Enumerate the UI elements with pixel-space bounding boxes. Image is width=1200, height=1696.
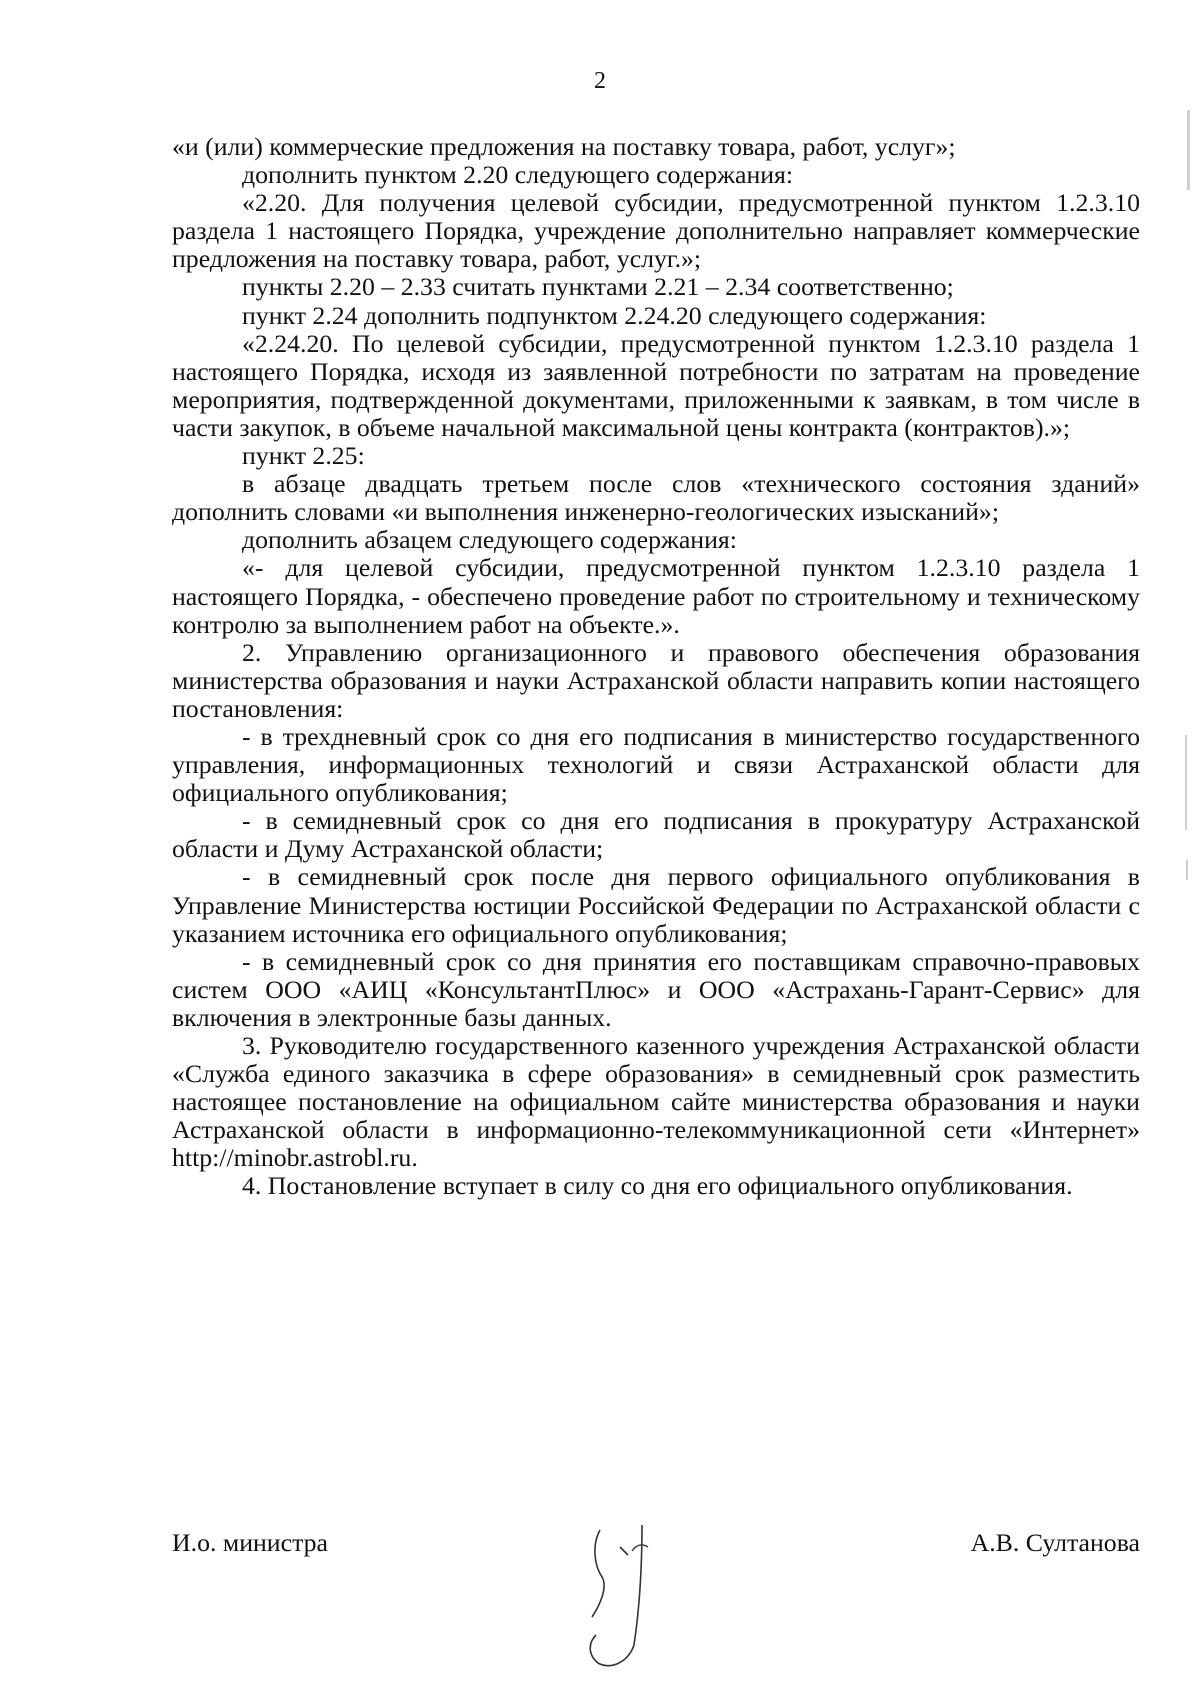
signer-position: И.о. министра: [172, 1528, 329, 1557]
paragraph: дополнить абзацем следующего содержания:: [242, 525, 737, 555]
paragraph: «2.20. Для получения целевой субсидии, предусмотренной пунктом 1.2.3.10 раздела 1 настоящего Порядка, учреждение дополнительно направляет коммерческие предложения на поставку товара, работ, услуг.»;: [172, 188, 1140, 274]
paragraph: в абзаце двадцать третьем после слов «технического состояния зданий» дополнить словами «и выполнения инженерно-геологических изысканий»;: [172, 469, 1140, 527]
paragraph: - в семидневный срок после дня первого официального опубликования в Управление Министерства юстиции Российской Федерации по Астраханской области с указанием источника его официального опубликования;: [172, 862, 1140, 948]
paragraph: 4. Постановление вступает в силу со дня его официального опубликования.: [242, 1171, 1073, 1201]
paragraph: «и (или) коммерческие предложения на поставку товара, работ, услуг»;: [172, 132, 956, 161]
paragraph: пункты 2.20 – 2.33 считать пунктами 2.21 – 2.34 соответственно;: [242, 272, 954, 302]
document-body: [172, 133, 1140, 1201]
paragraph: - в семидневный срок со дня его подписания в прокуратуру Астраханской области и Думу Астраханской области;: [172, 806, 1140, 864]
paragraph: «2.24.20. По целевой субсидии, предусмотренной пунктом 1.2.3.10 раздела 1 настоящего Порядка, исходя из заявленной потребности по затратам на проведение мероприятия, подтвержденной документами, приложенными к заявкам, в том числе в части закупок, в объеме начальной максимальной цены контракта (контрактов).»;: [172, 328, 1140, 442]
paragraph: 3. Руководителю государственного казенного учреждения Астраханской области «Служба единого заказчика в сфере образования» в семидневный срок разместить настоящее постановление на официальном сайте министерства образования и науки Астраханской области в информационно-телекоммуникационной сети «Интернет» http://minobr.astrobl.ru.: [172, 1031, 1140, 1173]
paragraph: - в семидневный срок со дня принятия его поставщикам справочно-правовых систем ООО «АИЦ «КонсультантПлюс» и ООО «Астрахань-Гарант-Сервис» для включения в электронные базы данных.: [172, 946, 1140, 1032]
paragraph: пункт 2.25:: [242, 441, 365, 471]
signer-name: А.В. Султанова: [970, 1528, 1140, 1557]
paragraph: 2. Управлению организационного и правового обеспечения образования министерства образования и науки Астраханской области направить копии настоящего постановления:: [172, 637, 1140, 723]
paragraph: - в трехдневный срок со дня его подписания в министерство государственного управления, информационных технологий и связи Астраханской области для официального опубликования;: [172, 721, 1140, 808]
scan-speck: [1187, 110, 1190, 190]
paragraph: дополнить пунктом 2.20 следующего содержания:: [242, 160, 794, 190]
page-number: 2: [594, 68, 606, 94]
paragraph: пункт 2.24 дополнить подпунктом 2.24.20 следующего содержания:: [242, 300, 987, 330]
paragraph: «- для целевой субсидии, предусмотренной пунктом 1.2.3.10 раздела 1 настоящего Порядка, - обеспечено проведение работ по строительному и техническому контролю за выполнением работ на объекте.».: [172, 553, 1140, 639]
scan-speck: [1185, 735, 1187, 830]
scan-speck: [1186, 860, 1188, 880]
handwritten-signature: [570, 1495, 680, 1675]
